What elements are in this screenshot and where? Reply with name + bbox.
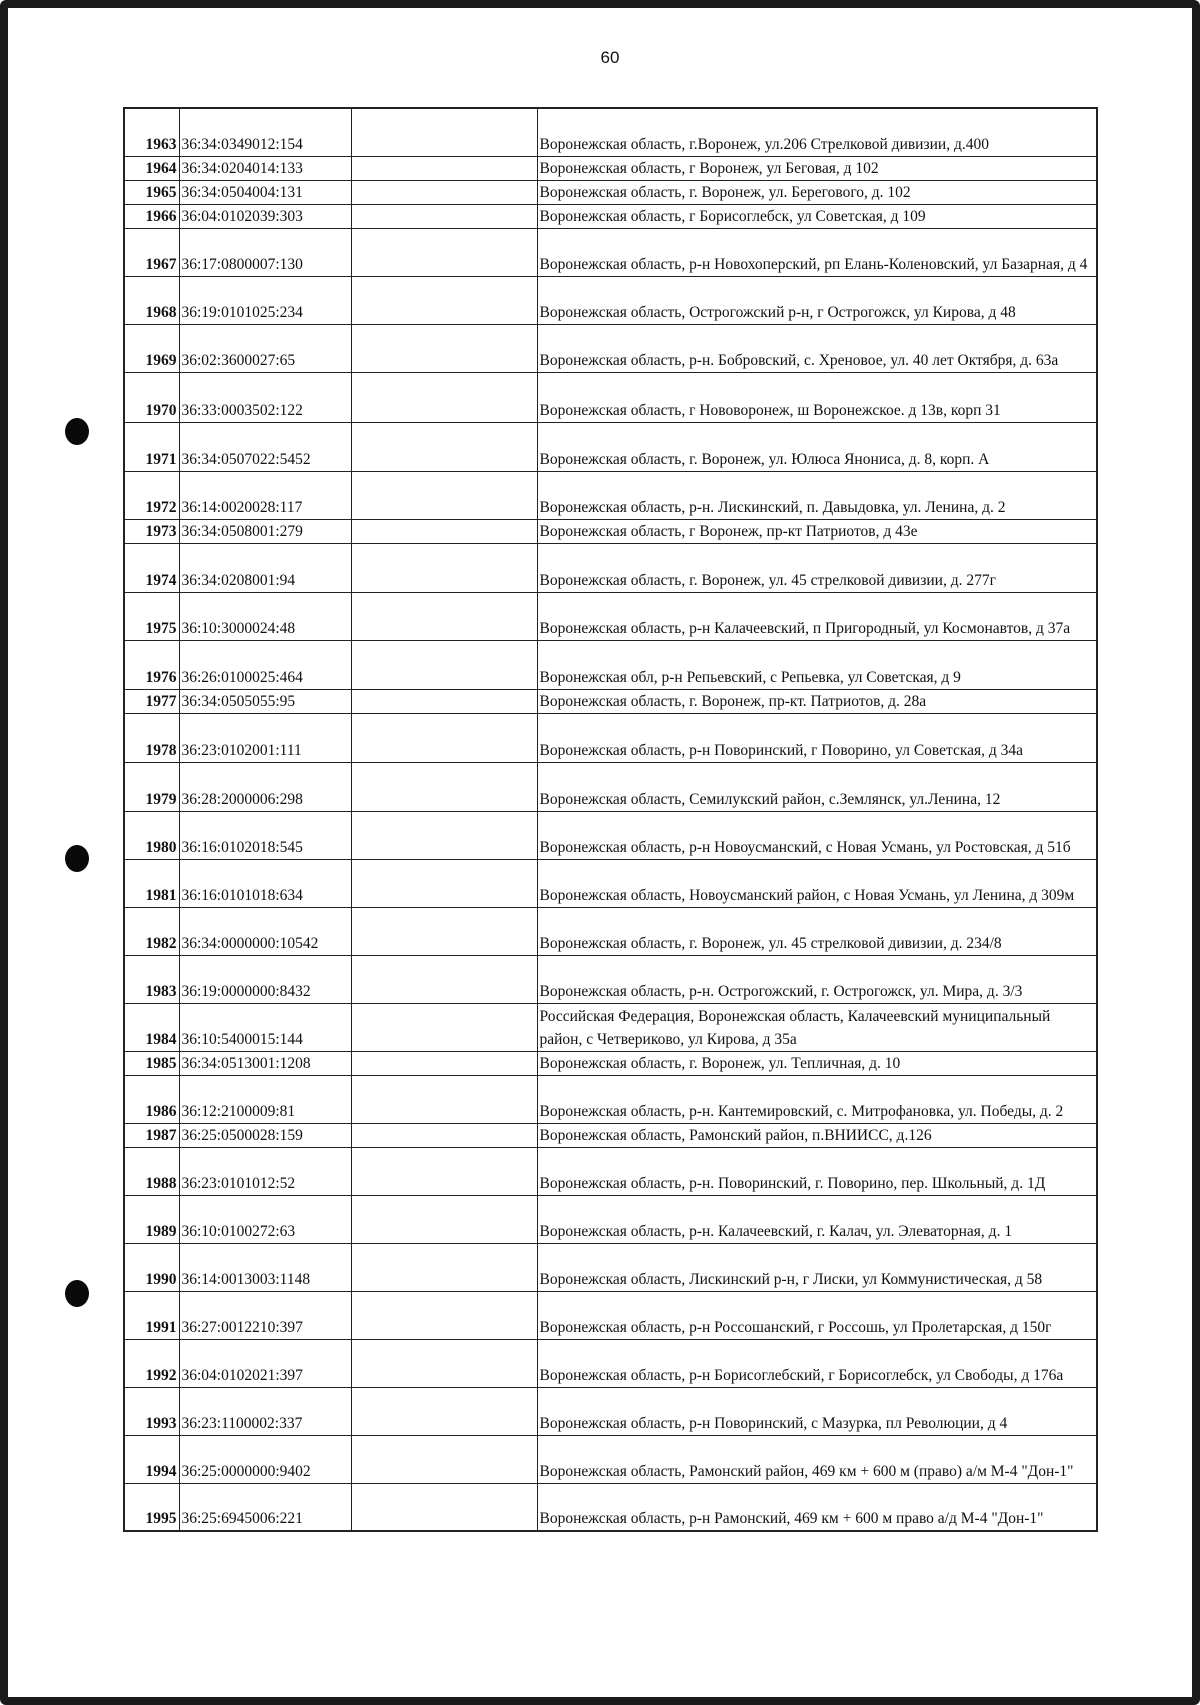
cadastral-number: 36:04:0102039:303 xyxy=(179,204,351,228)
cadastral-number: 36:10:5400015:144 xyxy=(179,1003,351,1051)
cadastral-number: 36:02:3600027:65 xyxy=(179,324,351,372)
cadastral-number: 36:34:0204014:133 xyxy=(179,156,351,180)
cadastral-number: 36:17:0800007:130 xyxy=(179,228,351,276)
address: Воронежская область, р-н. Лискинский, п. Давыдовка, ул. Ленина, д. 2 xyxy=(537,471,1097,519)
address: Воронежская область, Семилукский район, с.Землянск, ул.Ленина, 12 xyxy=(537,762,1097,811)
address: Воронежская область, Лискинский р-н, г Лиски, ул Коммунистическая, д 58 xyxy=(537,1243,1097,1291)
punch-hole-mark xyxy=(65,1280,89,1307)
address: Воронежская область, г Воронеж, пр-кт Патриотов, д 43е xyxy=(537,519,1097,543)
address: Воронежская область, г Борисоглебск, ул Советская, д 109 xyxy=(537,204,1097,228)
address: Воронежская область, р-н. Кантемировский, с. Митрофановка, ул. Победы, д. 2 xyxy=(537,1075,1097,1123)
address: Воронежская область, р-н Новоусманский, с Новая Усмань, ул Ростовская, д 51б xyxy=(537,811,1097,859)
empty-cell xyxy=(351,689,537,713)
table-row xyxy=(124,324,1097,372)
row-number: 1986 xyxy=(124,1075,179,1123)
empty-cell xyxy=(351,1195,537,1243)
cadastral-number: 36:19:0000000:8432 xyxy=(179,955,351,1003)
cadastral-number: 36:28:2000006:298 xyxy=(179,762,351,811)
row-number: 1969 xyxy=(124,324,179,372)
cadastral-number: 36:19:0101025:234 xyxy=(179,276,351,324)
table-row xyxy=(124,519,1097,543)
table-row xyxy=(124,592,1097,640)
table-row xyxy=(124,859,1097,907)
cadastral-number: 36:04:0102021:397 xyxy=(179,1339,351,1387)
empty-cell xyxy=(351,762,537,811)
table-row xyxy=(124,276,1097,324)
cadastral-number: 36:14:0020028:117 xyxy=(179,471,351,519)
row-number: 1971 xyxy=(124,422,179,471)
table-row xyxy=(124,1291,1097,1339)
cadastral-number: 36:34:0505055:95 xyxy=(179,689,351,713)
row-number: 1994 xyxy=(124,1435,179,1483)
row-number: 1981 xyxy=(124,859,179,907)
empty-cell xyxy=(351,1435,537,1483)
empty-cell xyxy=(351,1339,537,1387)
empty-cell xyxy=(351,372,537,422)
empty-cell xyxy=(351,713,537,762)
address: Воронежская область, г. Воронеж, ул. 45 стрелковой дивизии, д. 277г xyxy=(537,543,1097,592)
table-row xyxy=(124,1243,1097,1291)
empty-cell xyxy=(351,1483,537,1531)
address: Воронежская область, Острогожский р-н, г Острогожск, ул Кирова, д 48 xyxy=(537,276,1097,324)
cadastral-number: 36:16:0102018:545 xyxy=(179,811,351,859)
cadastral-number: 36:33:0003502:122 xyxy=(179,372,351,422)
table-row xyxy=(124,372,1097,422)
cadastral-number: 36:34:0513001:1208 xyxy=(179,1051,351,1075)
empty-cell xyxy=(351,324,537,372)
row-number: 1985 xyxy=(124,1051,179,1075)
address: Воронежская область, р-н Новохоперский, рп Елань-Коленовский, ул Базарная, д 4 xyxy=(537,228,1097,276)
row-number: 1984 xyxy=(124,1003,179,1051)
row-number: 1964 xyxy=(124,156,179,180)
table-row xyxy=(124,471,1097,519)
address: Воронежская область, Рамонский район, 469 км + 600 м (право) а/м М-4 "Дон-1" xyxy=(537,1435,1097,1483)
row-number: 1973 xyxy=(124,519,179,543)
empty-cell xyxy=(351,543,537,592)
row-number: 1970 xyxy=(124,372,179,422)
row-number: 1991 xyxy=(124,1291,179,1339)
empty-cell xyxy=(351,156,537,180)
address: Воронежская область, р-н Калачеевский, п Пригородный, ул Космонавтов, д 37а xyxy=(537,592,1097,640)
empty-cell xyxy=(351,955,537,1003)
table-row xyxy=(124,204,1097,228)
cadastral-number: 36:23:0101012:52 xyxy=(179,1147,351,1195)
address: Воронежская область, г. Воронеж, ул. Тепличная, д. 10 xyxy=(537,1051,1097,1075)
empty-cell xyxy=(351,204,537,228)
cadastral-number: 36:10:3000024:48 xyxy=(179,592,351,640)
row-number: 1993 xyxy=(124,1387,179,1435)
empty-cell xyxy=(351,1075,537,1123)
empty-cell xyxy=(351,1123,537,1147)
empty-cell xyxy=(351,422,537,471)
table-row xyxy=(124,1123,1097,1147)
row-number: 1980 xyxy=(124,811,179,859)
empty-cell xyxy=(351,180,537,204)
row-number: 1976 xyxy=(124,640,179,689)
address: Воронежская область, р-н Поворинский, г Поворино, ул Советская, д 34а xyxy=(537,713,1097,762)
table-row xyxy=(124,640,1097,689)
table-row xyxy=(124,811,1097,859)
address: Воронежская обл, р-н Репьевский, с Репьевка, ул Советская, д 9 xyxy=(537,640,1097,689)
empty-cell xyxy=(351,1243,537,1291)
address: Воронежская область, г. Воронеж, ул. Юлюса Янониса, д. 8, корп. А xyxy=(537,422,1097,471)
empty-cell xyxy=(351,907,537,955)
empty-cell xyxy=(351,640,537,689)
row-number: 1987 xyxy=(124,1123,179,1147)
empty-cell xyxy=(351,519,537,543)
row-number: 1995 xyxy=(124,1483,179,1531)
row-number: 1979 xyxy=(124,762,179,811)
row-number: 1968 xyxy=(124,276,179,324)
empty-cell xyxy=(351,859,537,907)
table-row xyxy=(124,108,1097,156)
cadastral-number: 36:23:1100002:337 xyxy=(179,1387,351,1435)
address: Воронежская область, р-н. Поворинский, г. Поворино, пер. Школьный, д. 1Д xyxy=(537,1147,1097,1195)
table-row xyxy=(124,1387,1097,1435)
table-row xyxy=(124,1195,1097,1243)
table-row xyxy=(124,713,1097,762)
cadastral-number: 36:25:0500028:159 xyxy=(179,1123,351,1147)
table-row xyxy=(124,1051,1097,1075)
table-row xyxy=(124,1435,1097,1483)
table-row xyxy=(124,1339,1097,1387)
address: Воронежская область, Рамонский район, п.ВНИИСС, д.126 xyxy=(537,1123,1097,1147)
address: Воронежская область, р-н Рамонский, 469 км + 600 м право а/д М-4 "Дон-1" xyxy=(537,1483,1097,1531)
row-number: 1983 xyxy=(124,955,179,1003)
table-row xyxy=(124,422,1097,471)
empty-cell xyxy=(351,811,537,859)
cadastral-number: 36:34:0349012:154 xyxy=(179,108,351,156)
row-number: 1963 xyxy=(124,108,179,156)
cadastral-number: 36:34:0208001:94 xyxy=(179,543,351,592)
cadastral-number: 36:25:6945006:221 xyxy=(179,1483,351,1531)
table-row xyxy=(124,955,1097,1003)
empty-cell xyxy=(351,1003,537,1051)
empty-cell xyxy=(351,1051,537,1075)
empty-cell xyxy=(351,276,537,324)
table-row xyxy=(124,762,1097,811)
row-number: 1975 xyxy=(124,592,179,640)
table-row xyxy=(124,1147,1097,1195)
row-number: 1989 xyxy=(124,1195,179,1243)
row-number: 1967 xyxy=(124,228,179,276)
empty-cell xyxy=(351,1147,537,1195)
table-row xyxy=(124,1483,1097,1531)
address: Воронежская область, р-н Борисоглебский, г Борисоглебск, ул Свободы, д 176а xyxy=(537,1339,1097,1387)
empty-cell xyxy=(351,471,537,519)
address: Воронежская область, р-н Россошанский, г Россошь, ул Пролетарская, д 150г xyxy=(537,1291,1097,1339)
row-number: 1977 xyxy=(124,689,179,713)
address: Воронежская область, р-н. Бобровский, с. Хреновое, ул. 40 лет Октября, д. 63а xyxy=(537,324,1097,372)
table-row xyxy=(124,1003,1097,1051)
row-number: 1982 xyxy=(124,907,179,955)
table-row xyxy=(124,180,1097,204)
address: Российская Федерация, Воронежская область, Калачеевский муниципальный район, с Четвериково, ул Кирова, д 35а xyxy=(537,1003,1097,1051)
row-number: 1972 xyxy=(124,471,179,519)
cadastral-number: 36:16:0101018:634 xyxy=(179,859,351,907)
address: Воронежская область, г. Воронеж, ул. 45 стрелковой дивизии, д. 234/8 xyxy=(537,907,1097,955)
cadastral-number: 36:34:0508001:279 xyxy=(179,519,351,543)
cadastral-number: 36:26:0100025:464 xyxy=(179,640,351,689)
address: Воронежская область, г.Воронеж, ул.206 Стрелковой дивизии, д.400 xyxy=(537,108,1097,156)
row-number: 1990 xyxy=(124,1243,179,1291)
row-number: 1965 xyxy=(124,180,179,204)
address: Воронежская область, р-н. Калачеевский, г. Калач, ул. Элеваторная, д. 1 xyxy=(537,1195,1097,1243)
empty-cell xyxy=(351,1387,537,1435)
cadastral-number: 36:27:0012210:397 xyxy=(179,1291,351,1339)
address: Воронежская область, р-н. Острогожский, г. Острогожск, ул. Мира, д. 3/3 xyxy=(537,955,1097,1003)
registry-body xyxy=(124,108,1097,1531)
cadastral-number: 36:23:0102001:111 xyxy=(179,713,351,762)
punch-hole-mark xyxy=(65,418,89,445)
address: Воронежская область, г. Воронеж, пр-кт. Патриотов, д. 28а xyxy=(537,689,1097,713)
row-number: 1992 xyxy=(124,1339,179,1387)
empty-cell xyxy=(351,228,537,276)
row-number: 1974 xyxy=(124,543,179,592)
address: Воронежская область, г. Воронеж, ул. Берегового, д. 102 xyxy=(537,180,1097,204)
cadastral-number: 36:12:2100009:81 xyxy=(179,1075,351,1123)
table-row xyxy=(124,543,1097,592)
address: Воронежская область, р-н Поворинский, с Мазурка, пл Революции, д 4 xyxy=(537,1387,1097,1435)
punch-hole-mark xyxy=(65,845,89,872)
address: Воронежская область, Новоусманский район, с Новая Усмань, ул Ленина, д 309м xyxy=(537,859,1097,907)
cadastral-number: 36:34:0507022:5452 xyxy=(179,422,351,471)
property-registry-table xyxy=(123,107,1098,1532)
cadastral-number: 36:34:0504004:131 xyxy=(179,180,351,204)
table-row xyxy=(124,689,1097,713)
address: Воронежская область, г Нововоронеж, ш Воронежское. д 13в, корп 31 xyxy=(537,372,1097,422)
row-number: 1988 xyxy=(124,1147,179,1195)
cadastral-number: 36:14:0013003:1148 xyxy=(179,1243,351,1291)
table-row xyxy=(124,228,1097,276)
row-number: 1978 xyxy=(124,713,179,762)
address: Воронежская область, г Воронеж, ул Беговая, д 102 xyxy=(537,156,1097,180)
cadastral-number: 36:34:0000000:10542 xyxy=(179,907,351,955)
table-row xyxy=(124,1075,1097,1123)
table-row xyxy=(124,156,1097,180)
cadastral-number: 36:10:0100272:63 xyxy=(179,1195,351,1243)
empty-cell xyxy=(351,592,537,640)
cadastral-number: 36:25:0000000:9402 xyxy=(179,1435,351,1483)
page-number: 60 xyxy=(600,48,620,67)
row-number: 1966 xyxy=(124,204,179,228)
empty-cell xyxy=(351,1291,537,1339)
empty-cell xyxy=(351,108,537,156)
table-row xyxy=(124,907,1097,955)
